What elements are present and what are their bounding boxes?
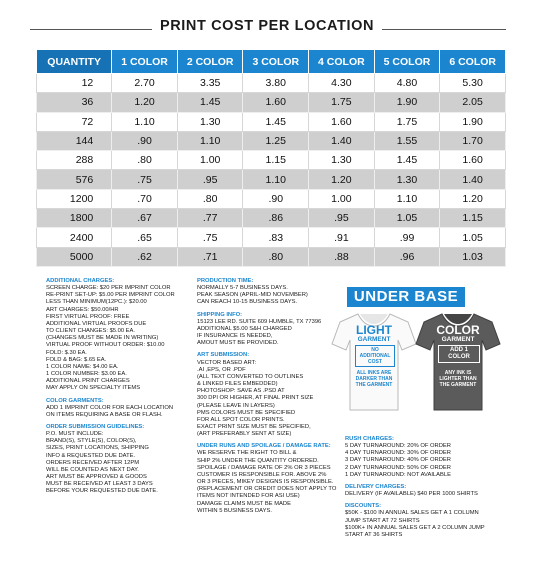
quantity-cell: 1800	[37, 209, 112, 228]
price-cell: 1.10	[243, 170, 309, 189]
list-item: FOLD & BAG: $.65 EA.	[46, 356, 107, 363]
list-item: FOLD: $.30 EA.	[46, 349, 87, 356]
color-garments-heading: COLOR GARMENTS:	[46, 397, 104, 404]
color-note: ANY INK IS LIGHTER THAN THE GARMENT	[439, 370, 477, 388]
list-item: 1 DAY TURNAROUND: NOT AVAILABLE	[345, 471, 451, 478]
list-item: BRAND(S), STYLE(S), COLOR(S),	[46, 438, 137, 445]
list-item: OR 3 PIECES, MIKEY DESIGNS IS RESPONSIBLE.	[197, 479, 334, 486]
list-item: DELIVERY (IF AVAILABLE) $40 PER 1000 SHIRTS	[345, 491, 478, 498]
table-row	[37, 131, 506, 150]
color-add-box: ADD 1 COLOR	[438, 345, 480, 363]
page-title: PRINT COST PER LOCATION	[0, 18, 534, 34]
col-header-4-color: 4 COLOR	[309, 50, 375, 74]
price-cell: 1.90	[440, 112, 506, 131]
list-item: 4 DAY TURNAROUND: 30% OF ORDER	[345, 450, 451, 457]
list-item: SHIP 2% UNDER THE QUANTITY ORDERED.	[197, 457, 319, 464]
price-cell: .90	[112, 131, 178, 150]
col-header-1-color: 1 COLOR	[112, 50, 178, 74]
list-item: (REPLACEMENT OR CREDIT DOES NOT APPLY TO	[197, 486, 337, 493]
price-cell: 1.03	[440, 247, 506, 266]
price-cell: 1.60	[243, 93, 309, 112]
title-area	[0, 18, 534, 38]
price-cell: .91	[309, 228, 375, 247]
list-item: SPOILAGE / DAMAGE RATE OF 2% OR 3 PIECES	[197, 464, 331, 471]
price-cell: 1.75	[309, 93, 375, 112]
price-cell: 1.60	[440, 151, 506, 170]
list-item: MAY APPLY ON SPECIALTY ITEMS	[46, 385, 141, 392]
color-garment: GARMENT	[441, 336, 475, 343]
list-item: LESS THAN MINIMUM(12PC.): $20.00	[46, 299, 147, 306]
price-cell: 3.35	[177, 74, 243, 93]
col-header-quantity: QUANTITY	[37, 50, 112, 74]
price-cell: .96	[374, 247, 440, 266]
price-cell: .67	[112, 209, 178, 228]
additional-charges-heading: ADDITIONAL CHARGES:	[46, 278, 115, 284]
list-item: WITHIN 5 BUSINESS DAYS.	[197, 507, 272, 514]
list-item: EXACT PRINT SIZE MUST BE SPECIFIED,	[197, 423, 311, 430]
col-header-3-color: 3 COLOR	[243, 50, 309, 74]
quantity-cell: 576	[37, 170, 112, 189]
price-cell: 1.30	[177, 112, 243, 131]
price-cell: .86	[243, 209, 309, 228]
list-item: ITEMS NOT INTENDED FOR ASI USE)	[197, 493, 300, 500]
price-cell: .90	[243, 189, 309, 208]
left-column	[46, 278, 196, 496]
quantity-cell: 288	[37, 151, 112, 170]
order-submission-list	[46, 431, 196, 495]
quantity-cell: 12	[37, 74, 112, 93]
light-title: LIGHT	[356, 323, 392, 337]
price-cell: 1.05	[440, 228, 506, 247]
price-cell: 1.00	[177, 151, 243, 170]
table-row	[37, 189, 506, 208]
price-cell: 1.30	[309, 151, 375, 170]
price-cell: .95	[177, 170, 243, 189]
price-cell: 1.60	[309, 112, 375, 131]
list-item: 1 COLOR NAME: $4.00 EA.	[46, 363, 119, 370]
price-cell: .71	[177, 247, 243, 266]
list-item: PEAK SEASON (APRIL-MID NOVEMBER)	[197, 292, 308, 299]
list-item: ART MUST BE APPROVED & GOODS	[46, 474, 147, 481]
price-cell: 1.40	[309, 131, 375, 150]
price-cell: 1.15	[243, 151, 309, 170]
price-cell: 2.70	[112, 74, 178, 93]
under-base-banner: UNDER BASE	[347, 287, 465, 307]
price-cell: .77	[177, 209, 243, 228]
list-item: $100K+ IN ANNUAL SALES GET A 2 COLUMN JUMP	[345, 524, 485, 531]
price-cell: 1.55	[374, 131, 440, 150]
light-note: ALL INKS ARE DARKER THAN THE GARMENT	[355, 370, 393, 388]
price-cell: 1.30	[374, 170, 440, 189]
middle-column	[197, 278, 347, 515]
table-row	[37, 170, 506, 189]
price-cell: .80	[243, 247, 309, 266]
list-item: START AT 36 SHIRTS	[345, 531, 403, 538]
price-cell: 2.05	[440, 93, 506, 112]
list-item: (PLEASE LEAVE IN LAYERS)	[197, 402, 275, 409]
list-item: ON ITEMS REQUIRING A BASE OR FLASH.	[46, 411, 163, 418]
price-cell: .70	[112, 189, 178, 208]
list-item: 300 DPI OR HIGHER, AT FINAL PRINT SIZE	[197, 395, 314, 402]
col-header-5-color: 5 COLOR	[374, 50, 440, 74]
list-item: $50K - $100 IN ANNUAL SALES GET A 1 COLUMN	[345, 510, 479, 517]
price-cell: 1.15	[440, 209, 506, 228]
color-title: COLOR	[436, 323, 480, 337]
right-column	[345, 436, 525, 539]
price-cell: .62	[112, 247, 178, 266]
table-row	[37, 209, 506, 228]
table-row	[37, 112, 506, 131]
order-submission-heading: ORDER SUBMISSION GUIDELINES:	[46, 423, 145, 430]
price-cell: 5.30	[440, 74, 506, 93]
list-item: & LINKED FILES EMBEDDED)	[197, 381, 278, 388]
list-item: .AI ,EPS, OR .PDF	[197, 366, 246, 373]
list-item: ADDITIONAL PRINT CHARGES	[46, 378, 130, 385]
price-cell: 1.25	[243, 131, 309, 150]
list-item: ADDITIONAL VIRTUAL PROOFS DUE	[46, 320, 147, 327]
overruns-heading: UNDER RUNS AND SPOILAGE / DAMAGE RATE:	[197, 443, 331, 450]
list-item: (ALL TEXT CONVERTED TO OUTLINES	[197, 373, 304, 380]
list-item: FOR ALL SPOT COLOR PRINTS.	[197, 416, 285, 423]
price-cell: 1.00	[309, 189, 375, 208]
price-cell: .65	[112, 228, 178, 247]
quantity-cell: 2400	[37, 228, 112, 247]
quantity-cell: 1200	[37, 189, 112, 208]
list-item: TO CLIENT CHANGES: $5.00 EA.	[46, 328, 136, 335]
list-item: ART CHARGES: $50.00/HR	[46, 306, 119, 313]
list-item: PMS COLORS MUST BE SPECIFIED	[197, 409, 296, 416]
list-item: ADD 1 IMPRINT COLOR FOR EACH LOCATION	[46, 404, 174, 411]
shipping-heading: SHIPPING INFO:	[197, 311, 243, 318]
table-row	[37, 151, 506, 170]
price-cell: 1.45	[374, 151, 440, 170]
price-cell: .83	[243, 228, 309, 247]
price-cell: 1.10	[374, 189, 440, 208]
list-item: VECTOR BASED ART:	[197, 359, 257, 366]
list-item: FIRST VIRTUAL PROOF: FREE	[46, 313, 130, 320]
price-cell: .88	[309, 247, 375, 266]
price-cell: 1.20	[440, 189, 506, 208]
list-item: RE-PRINT SET-UP: $5.00 PER IMPRINT COLOR	[46, 292, 175, 299]
list-item: 5 DAY TURNAROUND: 20% OF ORDER	[345, 443, 451, 450]
list-item: DAMAGE CLAIMS MUST BE MADE	[197, 500, 291, 507]
rush-heading: RUSH CHARGES:	[345, 436, 394, 442]
price-cell: 1.10	[177, 131, 243, 150]
table-row	[37, 228, 506, 247]
price-cell: .80	[112, 151, 178, 170]
discounts-list	[345, 510, 525, 539]
list-item: NORMALLY 5-7 BUSINESS DAYS.	[197, 285, 288, 292]
light-garment: GARMENT	[357, 336, 391, 343]
list-item: ADDITIONAL $5.00 S&H CHARGED	[197, 325, 292, 332]
list-item: CUSTOMER IS RESPONSIBLE FOR. ABOVE 2%	[197, 471, 327, 478]
price-cell: .99	[374, 228, 440, 247]
list-item: PHOTOSHOP: SAVE AS .PSD AT	[197, 388, 285, 395]
list-item: (CHANGES MUST BE MADE IN WRITING)	[46, 335, 159, 342]
list-item: WE RESERVE THE RIGHT TO BILL &	[197, 450, 297, 457]
list-item: IF INSURANCE IS NEEDED,	[197, 333, 273, 340]
price-table	[36, 49, 506, 267]
shipping-list	[197, 319, 347, 348]
list-item: (ART PREFERABLY SENT AT SIZE)	[197, 431, 292, 438]
price-cell: 1.75	[374, 112, 440, 131]
col-header-2-color: 2 COLOR	[177, 50, 243, 74]
price-cell: 1.20	[309, 170, 375, 189]
list-item: VIRTUAL PROOF WITHOUT ORDER: $10.00	[46, 342, 165, 349]
delivery-list	[345, 491, 525, 498]
price-cell: .75	[177, 228, 243, 247]
price-table-body	[37, 74, 506, 267]
price-cell: 1.45	[243, 112, 309, 131]
rush-list	[345, 443, 525, 479]
table-row	[37, 74, 506, 93]
table-row	[37, 93, 506, 112]
price-cell: 1.70	[440, 131, 506, 150]
list-item: JUMP START AT 72 SHIRTS	[345, 517, 420, 524]
overruns-list	[197, 450, 347, 514]
quantity-cell: 36	[37, 93, 112, 112]
production-list	[197, 285, 347, 306]
price-cell: 1.10	[112, 112, 178, 131]
production-heading: PRODUCTION TIME:	[197, 278, 254, 284]
price-cell: 1.45	[177, 93, 243, 112]
art-list	[197, 360, 347, 439]
list-item: ORDERS RECEIVED AFTER 12PM	[46, 459, 140, 466]
additional-charges-list	[46, 285, 196, 392]
list-item: P.O. MUST INCLUDE:	[46, 431, 104, 438]
list-item: SIZES, PRINT LOCATIONS, SHIPPING	[46, 445, 149, 452]
list-item: 3 DAY TURNAROUND: 40% OF ORDER	[345, 457, 451, 464]
list-item: 1 COLOR NUMBER: $3.00 EA.	[46, 371, 127, 378]
list-item: WILL BE COUNTED AS NEXT DAY.	[46, 466, 139, 473]
art-heading: ART SUBMISSION:	[197, 352, 250, 359]
quantity-cell: 5000	[37, 247, 112, 266]
price-cell: 3.80	[243, 74, 309, 93]
price-cell: 1.90	[374, 93, 440, 112]
price-cell: 4.30	[309, 74, 375, 93]
list-item: BEFORE YOUR REQUESTED DUE DATE.	[46, 488, 158, 495]
discounts-heading: DISCOUNTS:	[345, 503, 382, 510]
price-cell: 1.05	[374, 209, 440, 228]
list-item: 15123 LEE RD. SUITE 609 HUMBLE, TX 77396	[197, 318, 322, 325]
list-item: INFO & REQUESTED DUE DATE.	[46, 452, 136, 459]
price-cell: 4.80	[374, 74, 440, 93]
quantity-cell: 72	[37, 112, 112, 131]
price-cell: 1.40	[440, 170, 506, 189]
color-garments-list	[46, 405, 196, 419]
list-item: 2 DAY TURNAROUND: 50% OF ORDER	[345, 464, 451, 471]
table-header-row	[37, 50, 506, 74]
price-cell: .75	[112, 170, 178, 189]
col-header-6-color: 6 COLOR	[440, 50, 506, 74]
price-cell: .80	[177, 189, 243, 208]
price-cell: 1.20	[112, 93, 178, 112]
delivery-heading: DELIVERY CHARGES:	[345, 483, 407, 490]
price-cell: .95	[309, 209, 375, 228]
list-item: SCREEN CHARGE: $20 PER IMPRINT COLOR	[46, 285, 171, 292]
list-item: CAN REACH 10-15 BUSINESS DAYS.	[197, 299, 298, 306]
light-cost-box: NO ADDITIONAL COST	[355, 345, 395, 367]
list-item: AMOUT MUST BE PROVIDED.	[197, 340, 279, 347]
list-item: MUST BE RECEIVED AT LEAST 3 DAYS	[46, 481, 153, 488]
table-row	[37, 247, 506, 266]
quantity-cell: 144	[37, 131, 112, 150]
